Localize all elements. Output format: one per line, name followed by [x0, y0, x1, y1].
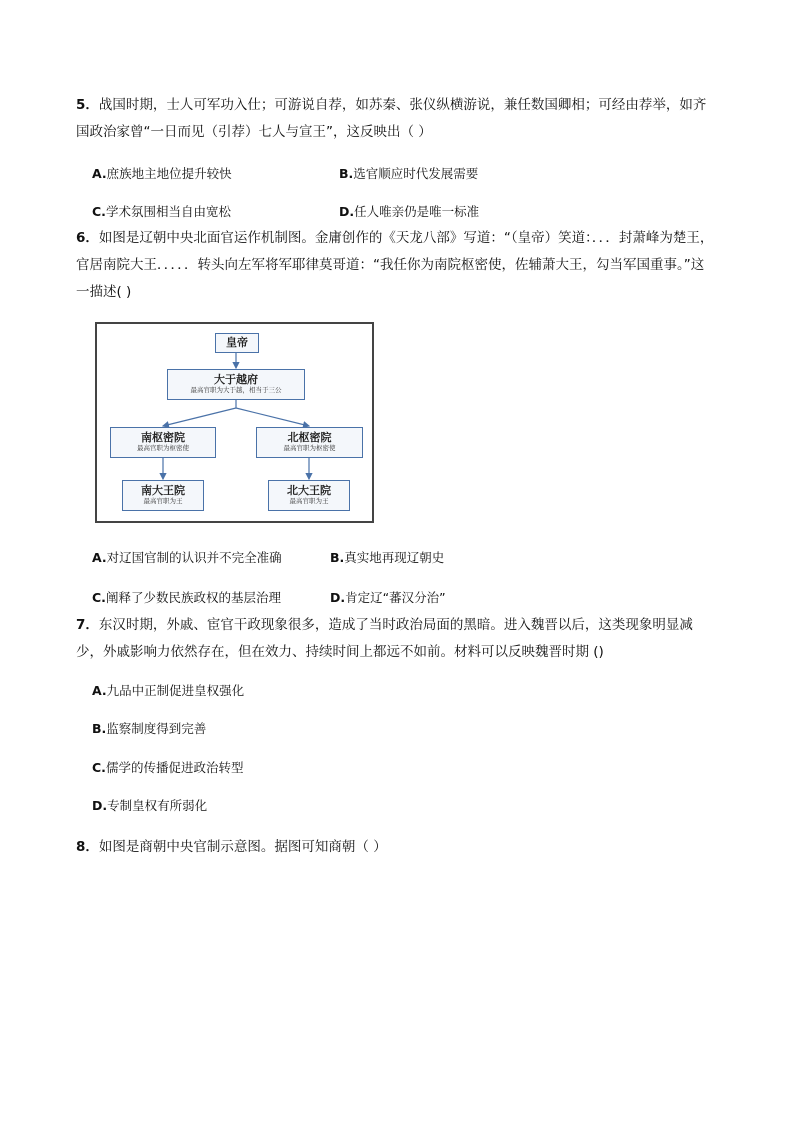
question-number: 8． — [76, 839, 99, 855]
node-subtitle: 最高官职为枢密使 — [283, 444, 336, 452]
option-letter: C. — [92, 590, 106, 605]
question-text: 东汉时期，外戚、宦官干政现象很多，造成了当时政治局面的黑暗。进入魏晋以后，这类现象明显减少，外戚影响力依然存在，但在效力、持续时间上都远不如前。材料可以反映魏晋时期 () — [76, 617, 693, 660]
q6-option-d[interactable] — [330, 589, 446, 607]
option-text: 阐释了少数民族政权的基层治理 — [105, 590, 281, 605]
node-title: 北枢密院 — [287, 431, 332, 444]
option-letter: A. — [92, 683, 107, 698]
option-text: 对辽国官制的认识并不完全准确 — [106, 550, 282, 565]
q5-option-d[interactable] — [339, 203, 479, 221]
question-text: 战国时期，士人可军功入仕；可游说自荐，如苏秦、张仪纵横游说，兼任数国卿相；可经由荐举，如齐国政治家曾“一日而见（引荐）七人与宣王”，这反映出（ ） — [76, 97, 707, 140]
question-text: 如图是商朝中央官制示意图。据图可知商朝（ ） — [98, 839, 387, 855]
question-8-stem — [76, 834, 716, 861]
q7-option-b[interactable] — [92, 720, 206, 738]
node-title: 南枢密院 — [141, 431, 185, 444]
option-letter: B. — [330, 550, 345, 565]
node-title: 南大王院 — [141, 484, 185, 497]
node-emperor — [215, 333, 259, 353]
node-north-king-court — [268, 480, 350, 511]
option-letter: C. — [92, 760, 106, 775]
question-number: 7． — [76, 617, 99, 633]
option-letter: D. — [330, 590, 346, 605]
q5-option-b[interactable] — [339, 165, 478, 183]
option-letter: B. — [339, 166, 354, 181]
q5-option-a[interactable] — [92, 165, 232, 183]
node-title: 皇帝 — [226, 336, 248, 349]
liao-official-diagram — [95, 322, 374, 523]
question-7-stem — [76, 612, 716, 666]
node-north-privy-council — [256, 427, 363, 458]
q6-option-b[interactable] — [330, 549, 444, 567]
q6-option-c[interactable] — [92, 589, 281, 607]
option-text: 选官顺应时代发展需要 — [353, 166, 479, 181]
question-6-stem — [76, 225, 716, 306]
node-title: 北大王院 — [287, 484, 331, 497]
q7-option-d[interactable] — [92, 797, 207, 815]
node-subtitle: 最高官职为大于越，相当于三公 — [190, 386, 282, 394]
option-letter: D. — [339, 204, 355, 219]
option-text: 学术氛围相当自由宽松 — [105, 204, 231, 219]
option-text: 真实地再现辽朝史 — [344, 550, 445, 565]
q6-option-a[interactable] — [92, 549, 282, 567]
q5-option-c[interactable] — [92, 203, 231, 221]
option-text: 儒学的传播促进政治转型 — [105, 760, 244, 775]
q7-option-c[interactable] — [92, 759, 243, 777]
option-text: 专制皇权有所弱化 — [107, 798, 208, 813]
arrow-yuyue-to-north — [236, 408, 309, 426]
option-text: 庶族地主地位提升较快 — [106, 166, 232, 181]
node-south-king-court — [122, 480, 204, 511]
option-text: 九品中正制促进皇权强化 — [106, 683, 245, 698]
option-letter: D. — [92, 798, 108, 813]
question-text: 如图是辽朝中央北面官运作机制图。金庸创作的《天龙八部》写道：“（皇帝）笑道：．．．封萧峰为楚王，官居南院大王．．．．．转头向左军将军耶律莫哥道：“我任你为南院枢密使，佐辅萧大王，勾当军国重事。”这一描述( ) — [76, 230, 714, 300]
option-letter: B. — [92, 721, 107, 736]
node-subtitle: 最高官职为王 — [289, 497, 329, 505]
question-number: 5． — [76, 97, 99, 113]
node-south-privy-council — [110, 427, 216, 458]
option-letter: C. — [92, 204, 106, 219]
option-text: 监察制度得到完善 — [106, 721, 207, 736]
node-subtitle: 最高官职为王 — [143, 497, 183, 505]
arrow-yuyue-to-south — [163, 408, 236, 426]
option-text: 任人唯亲仍是唯一标准 — [354, 204, 480, 219]
node-da-yuyue-fu — [167, 369, 305, 400]
node-subtitle: 最高官职为枢密使 — [137, 444, 189, 452]
q7-option-a[interactable] — [92, 682, 244, 700]
option-letter: A. — [92, 550, 107, 565]
node-title: 大于越府 — [214, 373, 258, 386]
question-5-stem — [76, 92, 716, 146]
option-letter: A. — [92, 166, 107, 181]
question-number: 6． — [76, 230, 99, 246]
option-text: 肯定辽“蕃汉分治” — [345, 590, 446, 605]
